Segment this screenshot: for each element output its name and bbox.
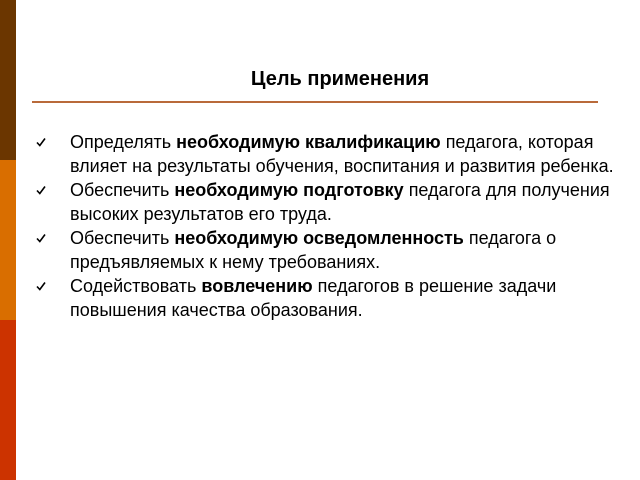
- bullet-emphasis: необходимую подготовку: [174, 180, 404, 200]
- bullet-item-involvement: [36, 274, 636, 322]
- check-mark-icon: [36, 281, 46, 291]
- bullet-item-awareness: [36, 226, 636, 274]
- bullet-emphasis: необходимую квалификацию: [176, 132, 441, 152]
- sidebar-block-middle: [0, 160, 16, 320]
- check-mark-icon: [36, 185, 46, 195]
- bullet-text: Определять: [70, 132, 177, 152]
- title-divider: [32, 101, 598, 103]
- bullet-text: педагогов в решение задачи повышения качества образования.: [70, 276, 557, 320]
- bullet-item-qualification: [36, 130, 636, 178]
- bullet-emphasis: необходимую осведомленность: [174, 228, 464, 248]
- sidebar-block-bottom: [0, 320, 16, 480]
- slide-title: Цель применения: [250, 68, 430, 90]
- bullet-item-training: [36, 178, 636, 226]
- bullet-text: педагога о предъявляемых к нему требованиях.: [70, 228, 557, 272]
- bullet-text: Содействовать: [70, 276, 202, 296]
- sidebar-accent-strip: [0, 0, 16, 480]
- sidebar-block-top: [0, 0, 16, 160]
- bullet-text: педагога, которая влияет на результаты обучения, воспитания и развития ребенка.: [70, 132, 614, 176]
- bullet-text: Обеспечить: [70, 180, 175, 200]
- bullet-text: педагога для получения высоких результатов его труда.: [70, 180, 610, 224]
- check-mark-icon: [36, 233, 46, 243]
- bullet-text: Обеспечить: [70, 228, 175, 248]
- check-mark-icon: [36, 137, 46, 147]
- bullet-list: [36, 130, 636, 322]
- bullet-emphasis: вовлечению: [201, 276, 313, 296]
